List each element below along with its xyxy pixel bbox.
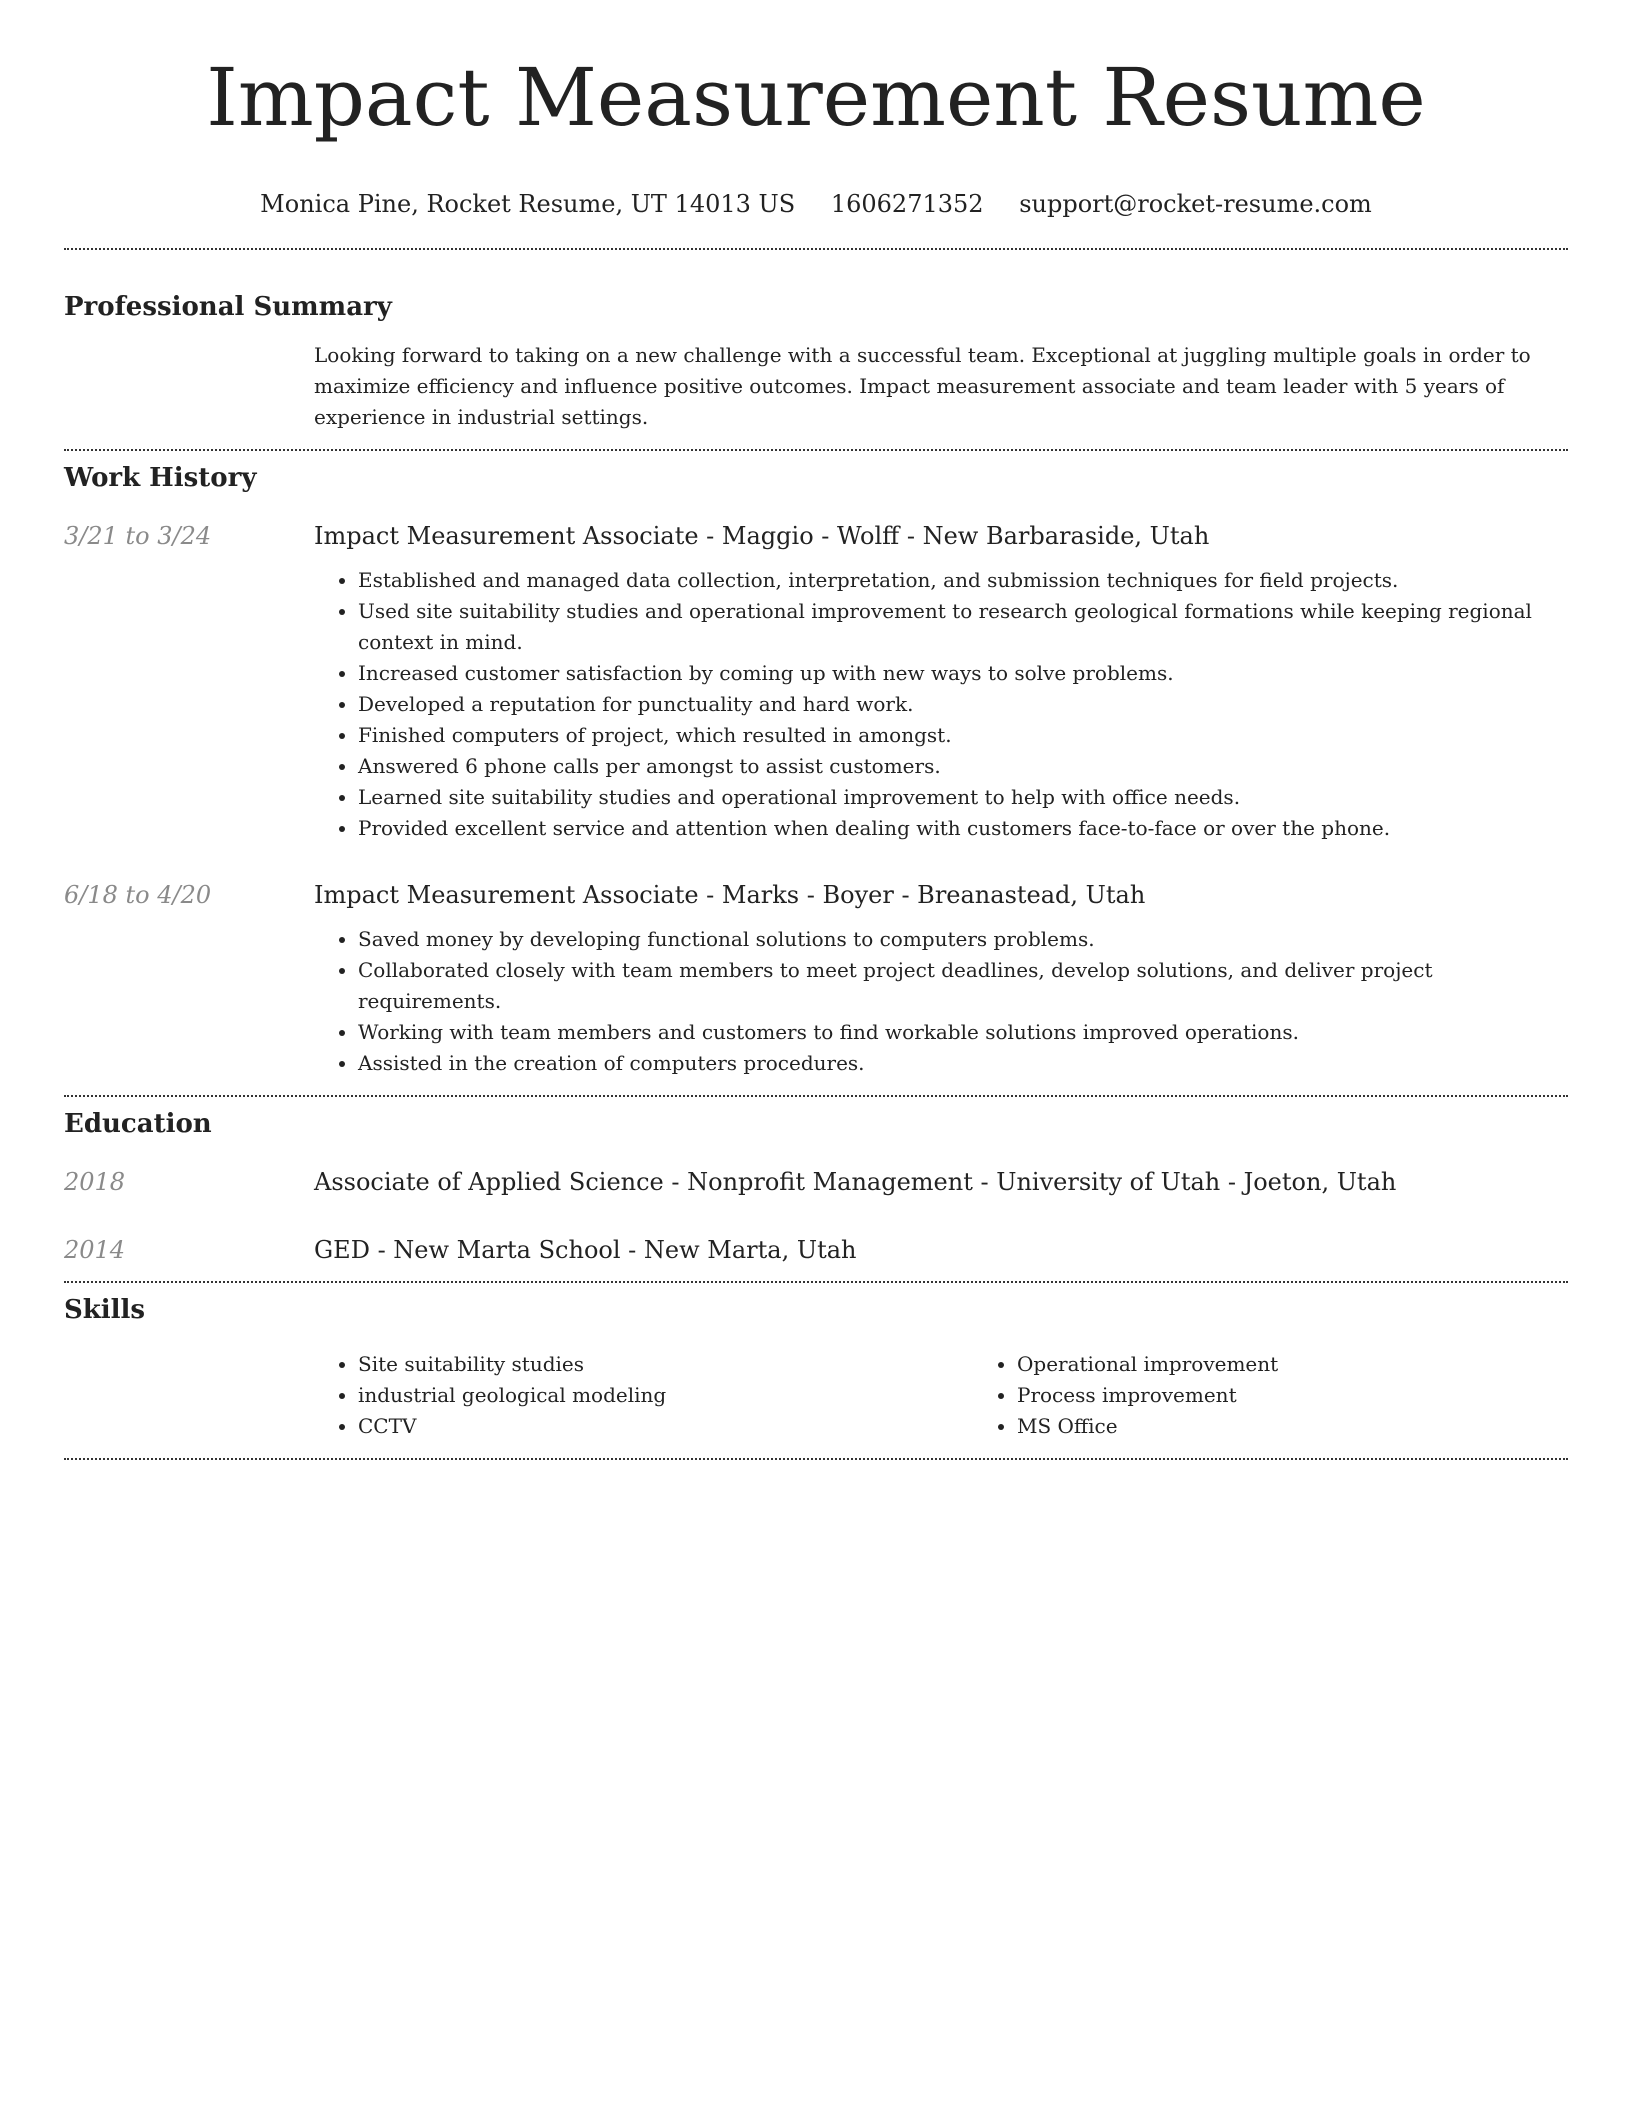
list-item: • Learned site suitability studies and operational improvement to help with office needs. — [358, 782, 1568, 813]
skill-item: • Operational improvement — [1017, 1349, 1632, 1380]
skill-item: • Site suitability studies — [358, 1349, 973, 1380]
list-item: • Saved money by developing functional solutions to computers problems. — [358, 924, 1568, 955]
resume-page — [64, 0, 1568, 1460]
list-item: • Assisted in the creation of computers procedures. — [358, 1048, 1568, 1079]
job-bullets — [314, 924, 1568, 1079]
contact-line — [64, 186, 1568, 222]
list-item: • Developed a reputation for punctuality and hard work. — [358, 689, 1568, 720]
skills-heading: Skills — [64, 1295, 146, 1325]
list-item: • Provided excellent service and attention when dealing with customers face-to-face or over the phone. — [358, 813, 1568, 844]
list-item: • Increased customer satisfaction by coming up with new ways to solve problems. — [358, 658, 1568, 689]
job-entry — [64, 519, 1568, 844]
summary-text: Looking forward to taking on a new challenge with a successful team. Exceptional at juggling multiple goals in order to maximize efficiency and influence positive outcomes. Impact measurement associate and team leader with 5 years of experience in industrial settings. — [314, 343, 1531, 429]
list-item: • Answered 6 phone calls per amongst to assist customers. — [358, 751, 1568, 782]
job-dates: 3/21 to 3/24 — [64, 522, 212, 550]
skill-item: • MS Office — [1017, 1411, 1632, 1442]
job-title: Impact Measurement Associate - Maggio - Wolff - New Barbaraside, Utah — [314, 522, 1210, 550]
education-year: 2018 — [64, 1168, 126, 1196]
summary-section — [64, 250, 1568, 433]
list-item: • Finished computers of project, which resulted in amongst. — [358, 720, 1568, 751]
list-item: • Used site suitability studies and operational improvement to research geological formations while keeping regional context in mind. — [358, 596, 1568, 658]
skills-column — [314, 1349, 973, 1442]
list-item: • Working with team members and customers to find workable solutions improved operations. — [358, 1017, 1568, 1048]
contact-email: support@rocket-resume.com — [1019, 190, 1372, 218]
summary-heading: Professional Summary — [64, 292, 392, 322]
list-item: • Established and managed data collection, interpretation, and submission techniques for field projects. — [358, 565, 1568, 596]
skills-section — [64, 1283, 1568, 1442]
education-entry — [64, 1233, 1568, 1267]
skills-column — [973, 1349, 1632, 1442]
contact-address: Monica Pine, Rocket Resume, UT 14013 US — [260, 190, 796, 218]
education-text: GED - New Marta School - New Marta, Utah — [314, 1236, 857, 1264]
contact-phone: 1606271352 — [830, 190, 984, 218]
work-heading: Work History — [64, 463, 257, 493]
education-text: Associate of Applied Science - Nonprofit Management - University of Utah - Joeton, Utah — [314, 1168, 1397, 1196]
job-bullets — [314, 565, 1568, 844]
job-title: Impact Measurement Associate - Marks - Boyer - Breanastead, Utah — [314, 881, 1146, 909]
list-item: • Collaborated closely with team members to meet project deadlines, develop solutions, and deliver project requirements. — [358, 955, 1568, 1017]
resume-title: Impact Measurement Resume — [206, 51, 1426, 144]
divider — [64, 1458, 1568, 1460]
job-dates: 6/18 to 4/20 — [64, 881, 212, 909]
skill-item: • Process improvement — [1017, 1380, 1632, 1411]
work-section — [64, 451, 1568, 1079]
education-section — [64, 1097, 1568, 1267]
skill-item: • industrial geological modeling — [358, 1380, 973, 1411]
education-year: 2014 — [64, 1236, 126, 1264]
skills-grid — [314, 1349, 1632, 1442]
education-heading: Education — [64, 1109, 212, 1139]
skill-item: • CCTV — [358, 1411, 973, 1442]
job-entry — [64, 878, 1568, 1079]
education-entry — [64, 1165, 1568, 1199]
